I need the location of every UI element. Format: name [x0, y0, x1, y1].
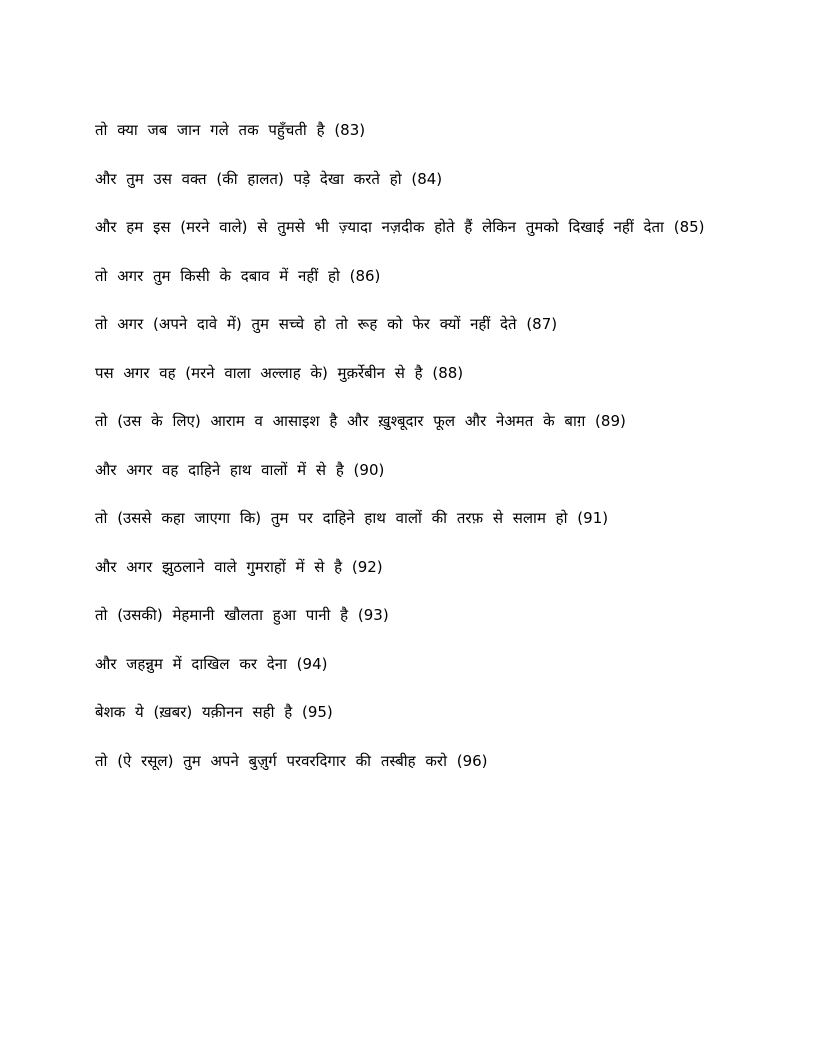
verse-line: और जहन्नुम में दाखिल कर देना (94) — [95, 654, 328, 673]
verse-line: तो (उसकी) मेहमानी खौलता हुआ पानी है (93) — [95, 606, 389, 624]
verse-line: तो अगर (अपने दावे में) तुम सच्चे हो तो रूह को फेर क्यों नहीं देते (87) — [95, 315, 558, 333]
verse-line: तो (उससे कहा जाएगा कि) तुम पर दाहिने हाथ वालों की तरफ़ से सलाम हो (91) — [95, 509, 609, 527]
verse-line: तो क्या जब जान गले तक पहुँचती है (83) — [95, 121, 366, 139]
verse-line: बेशक ये (ख़बर) यक़ीनन सही है (95) — [95, 703, 333, 721]
verse-line: तो (उस के लिए) आराम व आसाइश है और ख़ुश्बूदार फूल और नेअमत के बाग़ (89) — [95, 412, 626, 430]
verse-line: और अगर झुठलाने वाले गुमराहों में से है (92) — [95, 557, 383, 576]
verse-line: और तुम उस वक्त (की हालत) पड़े देखा करते हो (84) — [95, 169, 443, 188]
verse-line: तो (ऐ रसूल) तुम अपने बुज़ुर्ग परवरदिगार की तस्बीह करो (96) — [95, 751, 488, 770]
verse-line: तो अगर तुम किसी के दबाव में नहीं हो (86) — [95, 266, 381, 285]
verse-list — [95, 118, 795, 797]
verse-line: और अगर वह दाहिने हाथ वालों में से है (90) — [95, 460, 385, 479]
verse-line: और हम इस (मरने वाले) से तुमसे भी ज़्यादा नज़दीक होते हैं लेकिन तुमको दिखाई नहीं देता (85) — [95, 218, 705, 236]
verse-line: पस अगर वह (मरने वाला अल्लाह के) मुक़र्रेबीन से है (88) — [95, 363, 464, 382]
